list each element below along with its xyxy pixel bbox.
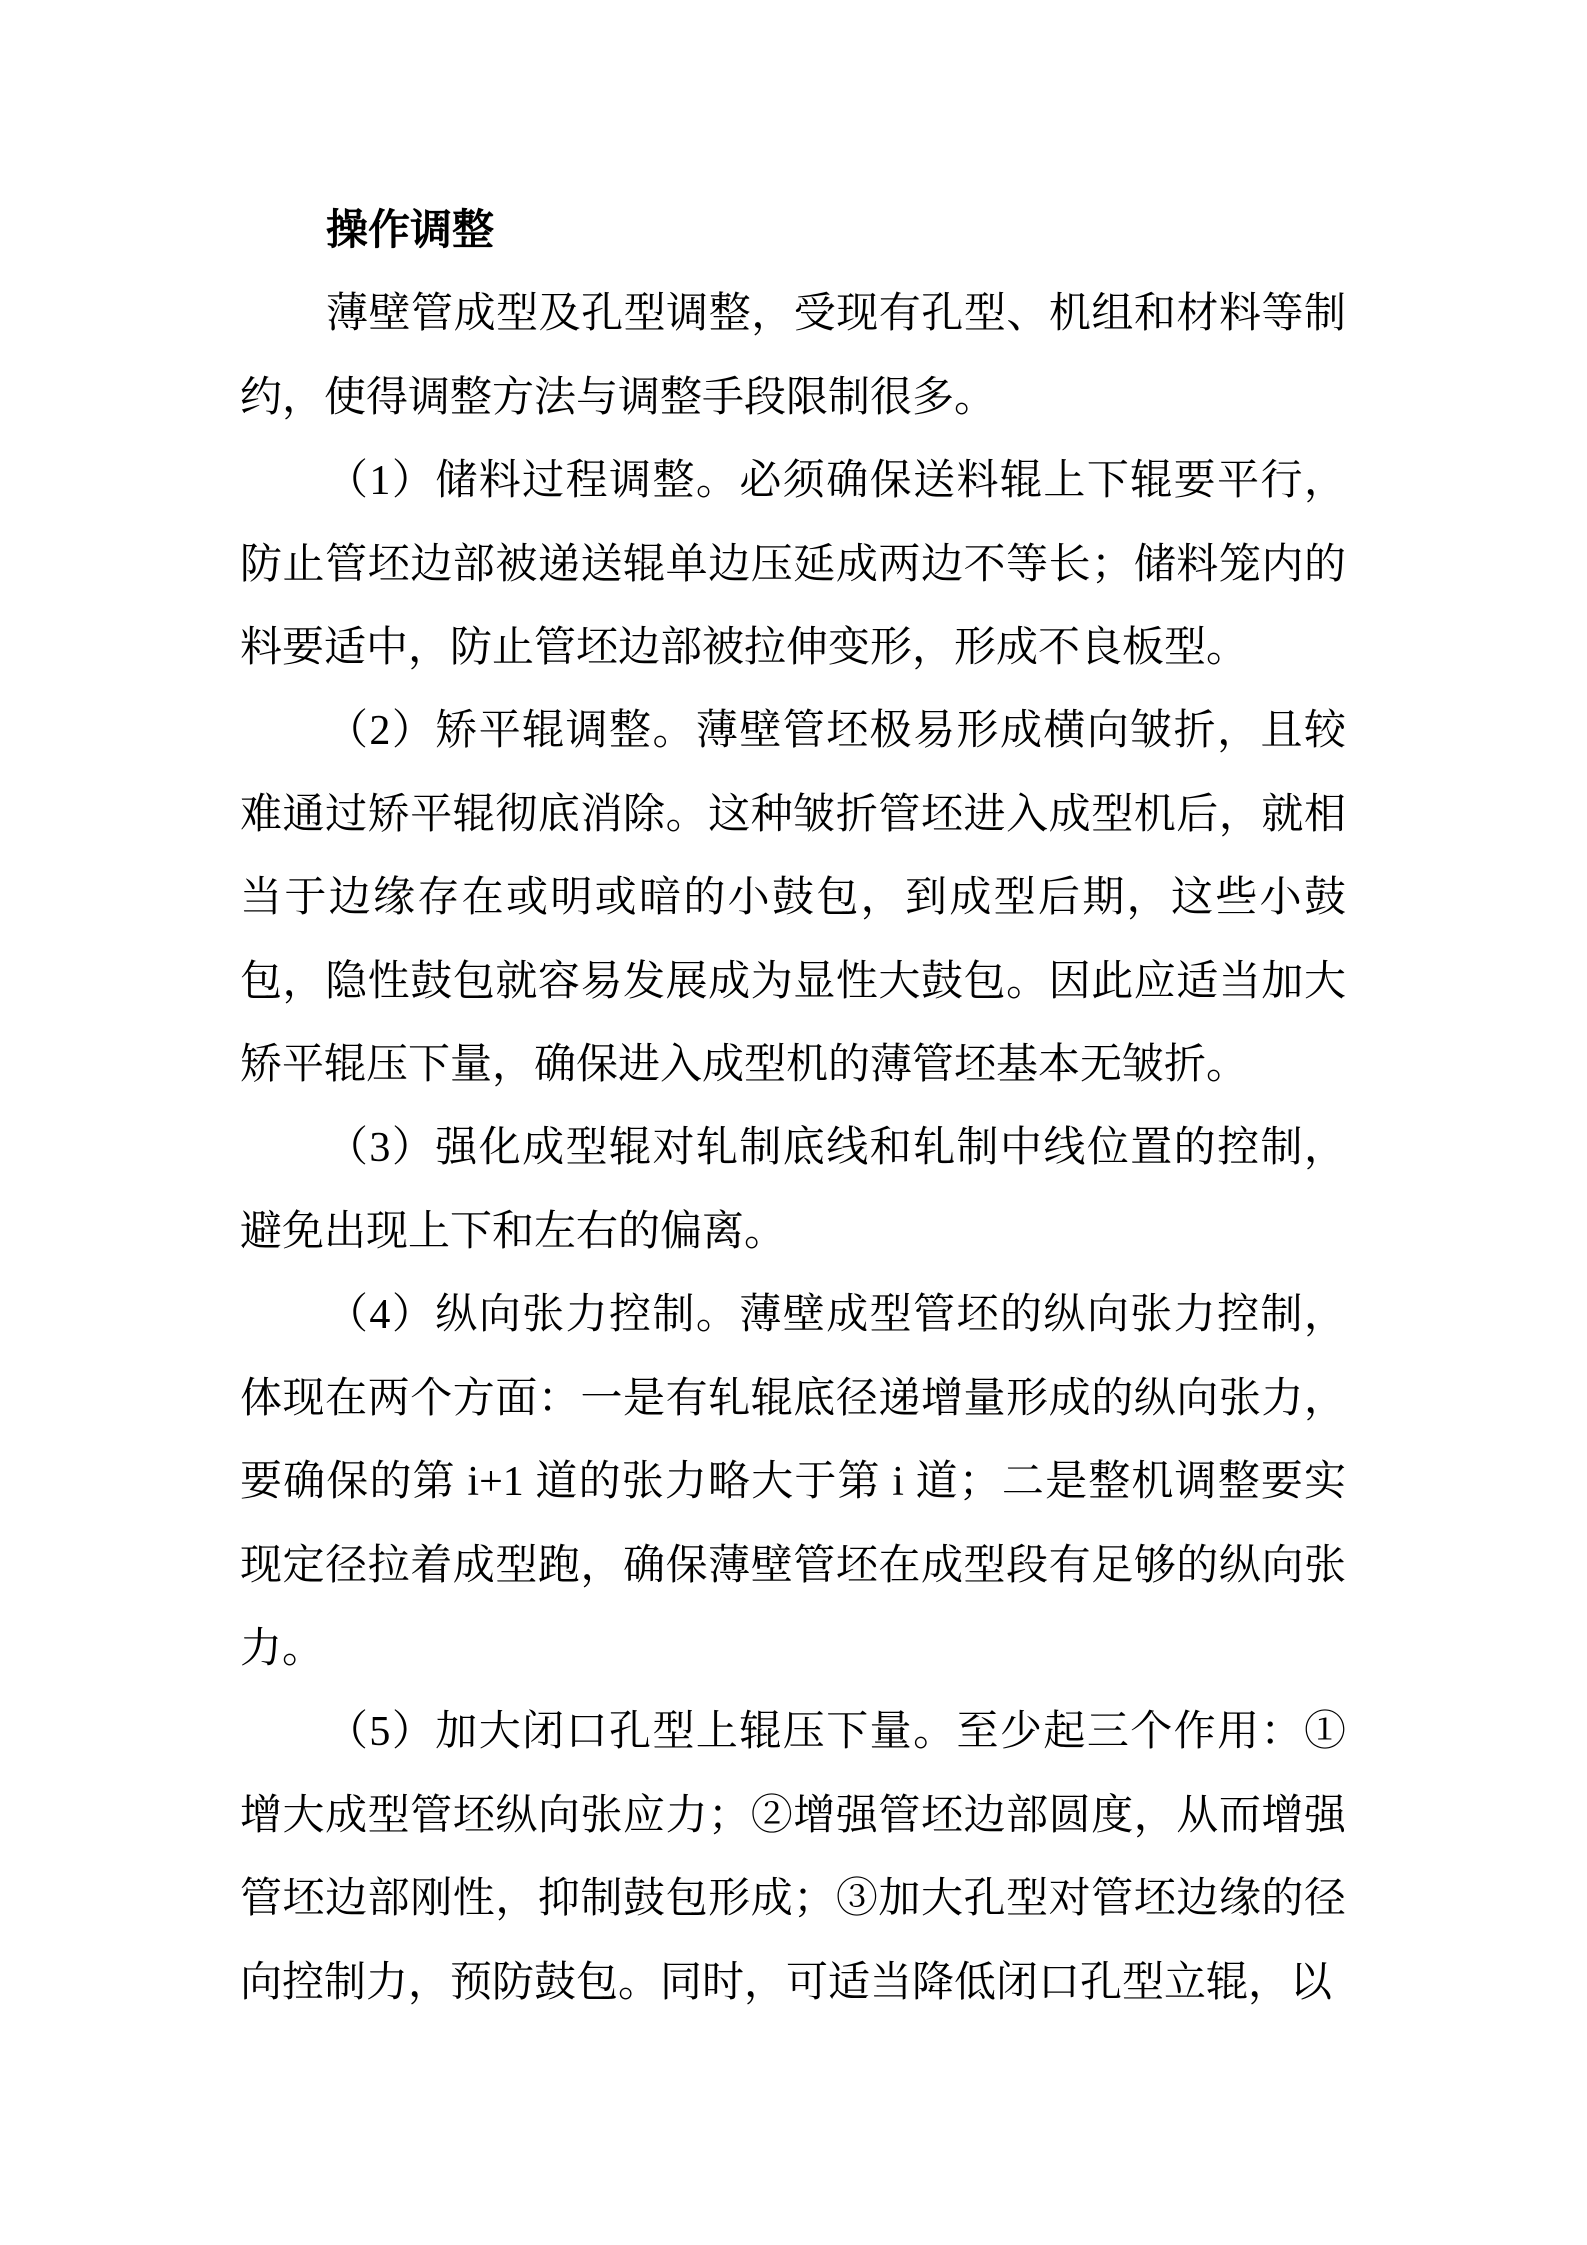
paragraph-item-1: （1）储料过程调整。必须确保送料辊上下辊要平行，防止管坯边部被递送辊单边压延成两边不等长；储料笼内的料要适中，防止管坯边部被拉伸变形，形成不良板型。	[240, 458, 1346, 672]
paragraph-item-3: （3）强化成型辊对轧制底线和轧制中线位置的控制，避免出现上下和左右的偏离。	[240, 1125, 1346, 1255]
paragraph-item-2: （2）矫平辊调整。薄壁管坯极易形成横向皱折，且较难通过矫平辊彻底消除。这种皱折管坯进入成型机后，就相当于边缘存在或明或暗的小鼓包，到成型后期，这些小鼓包，隐性鼓包就容易发展成为显性大鼓包。因此应适当加大矫平辊压下量，确保进入成型机的薄管坯基本无皱折。	[240, 708, 1346, 1089]
paragraph-item-4: （4）纵向张力控制。薄壁成型管坯的纵向张力控制，体现在两个方面：一是有轧辊底径递增量形成的纵向张力，要确保的第 i+1 道的张力略大于第 i 道；二是整机调整要实现定径拉着成型跑，确保薄壁管坯在成型段有足够的纵向张力。	[240, 1292, 1346, 1672]
paragraph-intro: 薄壁管成型及孔型调整，受现有孔型、机组和材料等制约，使得调整方法与调整手段限制很多。	[240, 291, 1346, 421]
paragraph-item-5: （5）加大闭口孔型上辊压下量。至少起三个作用：①增大成型管坯纵向张应力；②增强管坯边部圆度，从而增强管坯边部刚性，抑制鼓包形成；③加大孔型对管坯边缘的径向控制力，预防鼓包。同时，可适当降低闭口孔型立辊，以	[240, 1709, 1346, 2006]
document-content	[240, 190, 1346, 2025]
section-heading: 操作调整	[326, 208, 495, 254]
